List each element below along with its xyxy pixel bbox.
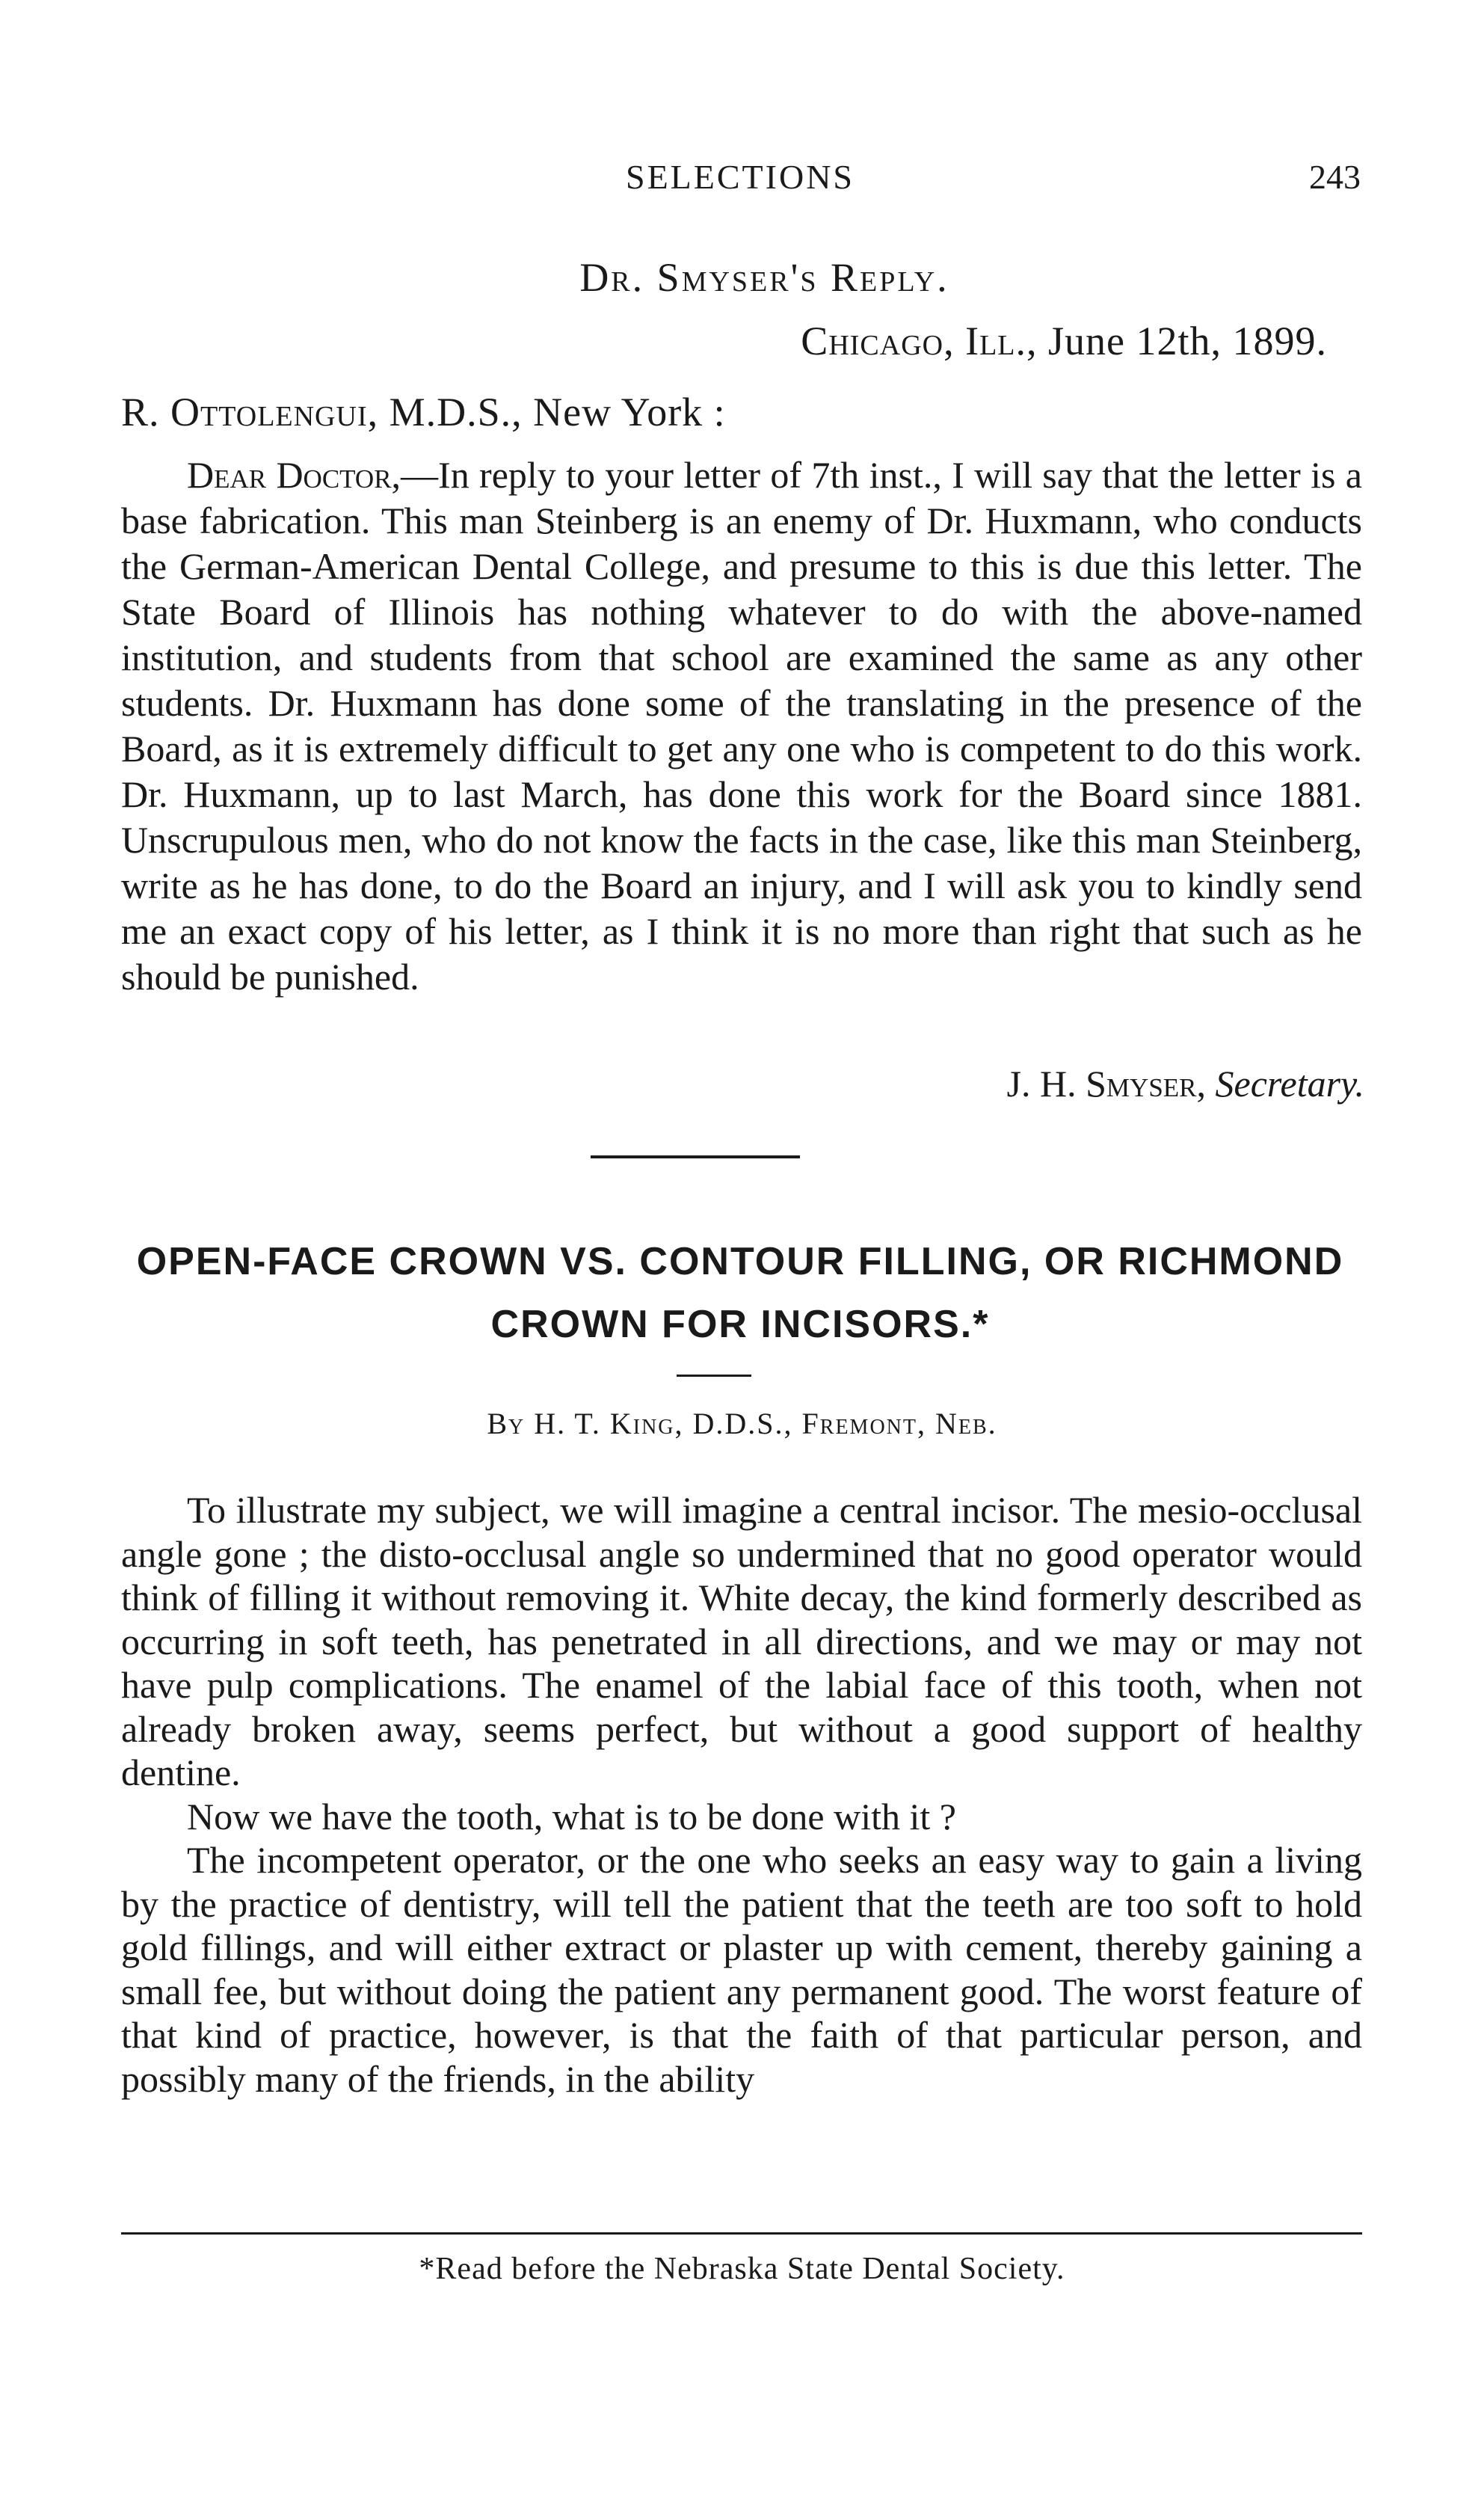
letter-text: —In reply to your letter of 7th inst., I will say that the letter is a base fabrication. This man Steinberg is an enemy of Dr. Huxmann, who conducts the German-American Dental College, and presume to this is due this letter. The State Board of Illinois has nothing whatever to do with the above-named institution, and students from that school are examined the same as any other students. Dr. Huxmann has done some of the translating in the presence of the Board, as it is extremely difficult to get any one who is competent to do this work. Dr. Huxmann, up to last March, has done this work for the Board since 1881. Unscrupulous men, who do not know the facts in the case, like this man Steinberg, write as he has done, to do the Board an injury, and I will ask you to kindly send me an exact copy of his letter, as I think it is no more than right that such as he should be punished. xyxy=(121,454,1362,998)
addressee xyxy=(121,389,726,435)
article-body xyxy=(121,1488,1362,2101)
addressee-name: R. Ottolengui, xyxy=(121,390,379,434)
signature xyxy=(1007,1062,1364,1105)
footnote: *Read before the Nebraska State Dental Society. xyxy=(419,2252,1065,2286)
paragraph: The incompetent operator, or the one who seeks an easy way to gain a living by the practice of dentistry, will tell the patient that the teeth are too soft to hold gold fillings, and will either extract or plaster up with cement, thereby gaining a small fee, but without doing the patient any permanent good. The worst feature of that kind of practice, however, is that the faith of that particular person, and possibly many of the friends, in the ability xyxy=(121,1839,1362,2100)
addressee-rest: M.D.S., New York : xyxy=(378,390,726,434)
paragraph: To illustrate my subject, we will imagine a central incisor. The mesio-occlusal angle gone ; the disto-occlusal angle so undermined that no good operator would think of filling it without removing it. White decay, the kind formerly described as occurring in soft teeth, has penetrated in all directions, and we may or may not have pulp complications. The enamel of the labial face of this tooth, when not already broken away, seems perfect, but without a good support of healthy dentine. xyxy=(121,1489,1362,1793)
byline xyxy=(0,1406,1484,1441)
byline-by: By xyxy=(487,1407,526,1440)
dateline xyxy=(801,318,1327,364)
section-divider xyxy=(591,1155,800,1158)
article-title: OPEN-FACE CROWN VS. CONTOUR FILLING, OR RICHMOND CROWN FOR INCISORS.* xyxy=(136,1240,1344,1346)
byline-rest: King, D.D.S., Fremont, Neb. xyxy=(609,1407,997,1440)
running-title: SELECTIONS xyxy=(626,158,855,196)
byline-author: H. T. xyxy=(534,1407,601,1440)
page-number: 243 xyxy=(1309,158,1361,196)
footnote-rule xyxy=(121,2232,1362,2235)
letter-heading: Dr. Smyser's Reply. xyxy=(579,255,949,300)
signature-name: J. H. Smyser, xyxy=(1006,1063,1207,1105)
paragraph: Now we have the tooth, what is to be done with it ? xyxy=(187,1795,956,1837)
dateline-date: June 12th, 1899. xyxy=(1037,319,1327,363)
salutation: Dear Doctor, xyxy=(187,454,401,496)
dateline-place: Chicago, Ill., xyxy=(801,319,1038,363)
letter-body xyxy=(121,452,1362,1000)
title-rule xyxy=(677,1375,751,1377)
signature-title: Secretary. xyxy=(1215,1063,1364,1105)
running-head xyxy=(120,157,1361,202)
